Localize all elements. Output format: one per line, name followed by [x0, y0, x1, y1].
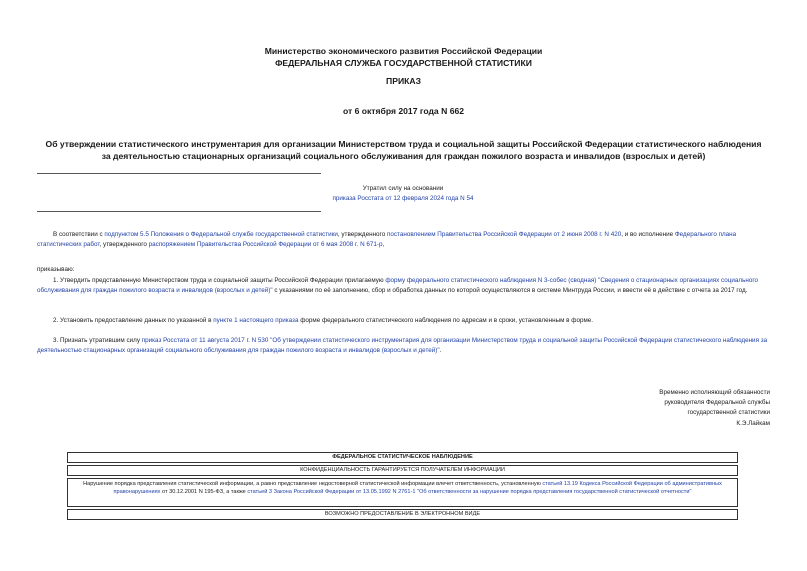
divider-top	[37, 173, 321, 174]
link-item-1[interactable]: пункте 1 настоящего приказа	[213, 317, 299, 324]
lost-force-link[interactable]: приказа Росстата от 12 февраля 2024 года N 54	[332, 195, 474, 202]
signature-name: К.Э.Лайкам	[736, 419, 770, 427]
link-order-671r[interactable]: распоряжением Правительства Российской Федерации от 6 мая 2008 г. N 671-р	[148, 241, 383, 249]
prikazyvayu-label: приказываю:	[37, 266, 75, 273]
box-electronic-submission: ВОЗМОЖНО ПРЕДОСТАВЛЕНИЕ В ЭЛЕКТРОННОМ ВИДЕ	[67, 509, 738, 520]
link-koap-13-19[interactable]: статьей 13.19 Кодекса Российской Федерации об административных правонарушениях	[113, 481, 722, 496]
paragraph-preamble: В соответствии с подпунктом 5.5 Положения о Федеральной службе государственной статистики, утвержденного постановлением Правительства Российской Федерации от 2 июня 2008 г. N 420, и во исполнение Федерального плана статистических работ, утвержденного распоряжением Правительства Российской Федерации от 6 мая 2008 г. N 671-р,	[37, 231, 737, 249]
link-regulation-5-5[interactable]: подпунктом 5.5 Положения о Федеральной службе государственной статистики	[104, 231, 338, 238]
doc-type: ПРИКАЗ	[386, 76, 421, 86]
signature-block	[560, 388, 770, 429]
doc-title: Об утверждении статистического инструментария для организации Министерством труда и социальной защиты Российской Федерации статистического наблюдения за деятельностью стационарных организаций социального обслуживания для граждан пожилого возраста и инвалидов (взрослых и детей)	[45, 139, 762, 161]
signature-line-3: государственной статистики	[687, 409, 770, 417]
item-1: 1. Утвердить представленную Министерством труда и социальной защиты Российской Федерации прилагаемую форму федерального статистического наблюдения N 3-собес (сводная) "Сведения о стационарных организациях социального обслуживания для граждан пожилого возраста и инвалидов (взрослых и детей)" с указаниями по её заполнению, сбор и обработка данных по которой осуществляются в системе Минтруда России, и ввести её в действие с отчета за 2017 год.	[37, 277, 758, 295]
lost-force-note	[322, 184, 484, 204]
box-federal-observation: ФЕДЕРАЛЬНОЕ СТАТИСТИЧЕСКОЕ НАБЛЮДЕНИЕ	[67, 452, 738, 463]
link-form-3-sobes[interactable]: форму федерального статистического наблюдения N 3-собес (сводная) "Сведения о стационарных организациях социального обслуживания для граждан пожилого возраста и инвалидов (взрослых и детей)"	[37, 277, 758, 295]
doc-date-number: от 6 октября 2017 года N 662	[342, 106, 465, 116]
signature-line-1: Временно исполняющий обязанности	[659, 389, 770, 396]
lost-force-text: Утратил силу на основании	[362, 185, 444, 192]
signature-line-2: руководителя Федеральной службы	[664, 399, 770, 407]
service-name: ФЕДЕРАЛЬНАЯ СЛУЖБА ГОСУДАРСТВЕННОЙ СТАТИСТИКИ	[275, 58, 532, 68]
box-confidentiality: КОНФИДЕНЦИАЛЬНОСТЬ ГАРАНТИРУЕТСЯ ПОЛУЧАТЕЛЕМ ИНФОРМАЦИИ	[67, 465, 738, 476]
divider-bottom	[37, 211, 321, 212]
item-2: 2. Установить предоставление данных по указанной в пункте 1 настоящего приказа форме федерального статистического наблюдения по адресам и в сроки, установленным в форме.	[53, 317, 594, 324]
item-3: 3. Признать утратившим силу приказ Росстата от 11 августа 2017 г. N 530 "Об утверждении статистического инструментария для организации Министерством труда и социальной защиты Российской Федерации статистического наблюдения за деятельностью стационарных организаций социального обслуживания для граждан пожилого возраста и инвалидов (взрослых и детей)".	[37, 337, 768, 355]
link-order-530[interactable]: приказ Росстата от 11 августа 2017 г. N 530 "Об утверждении статистического инструментария для организации Министерством труда и социальной защиты Российской Федерации статистического наблюдения за деятельностью стационарных организаций социального обслуживания для граждан пожилого возраста и инвалидов (взрослых и детей)"	[37, 337, 768, 355]
link-government-decree-420[interactable]: постановлением Правительства Российской Федерации от 2 июня 2008 г. N 420	[386, 231, 622, 238]
document-header	[0, 45, 807, 69]
ministry-name: Министерство экономического развития Российской Федерации	[264, 46, 543, 56]
link-federal-plan[interactable]: Федерального плана статистических работ	[37, 231, 737, 249]
box-liability-notice: Нарушение порядка представления статистической информации, а равно представление недостоверной статистической информации влечет ответственность, установленную статьей 13.19 Кодекса Российской Федерации об административных правонарушениях от 30.12.2001 N 195-ФЗ, а также статьей 3 Закона Российской Федерации от 13.05.1992 N 2761-1 "Об ответственности за нарушение порядка представления государственной статистической отчетности"	[67, 478, 738, 507]
link-law-2761-1[interactable]: статьей 3 Закона Российской Федерации от 13.05.1992 N 2761-1 "Об ответственности за нарушение порядка представления государственной статистической отчетности"	[247, 489, 692, 496]
